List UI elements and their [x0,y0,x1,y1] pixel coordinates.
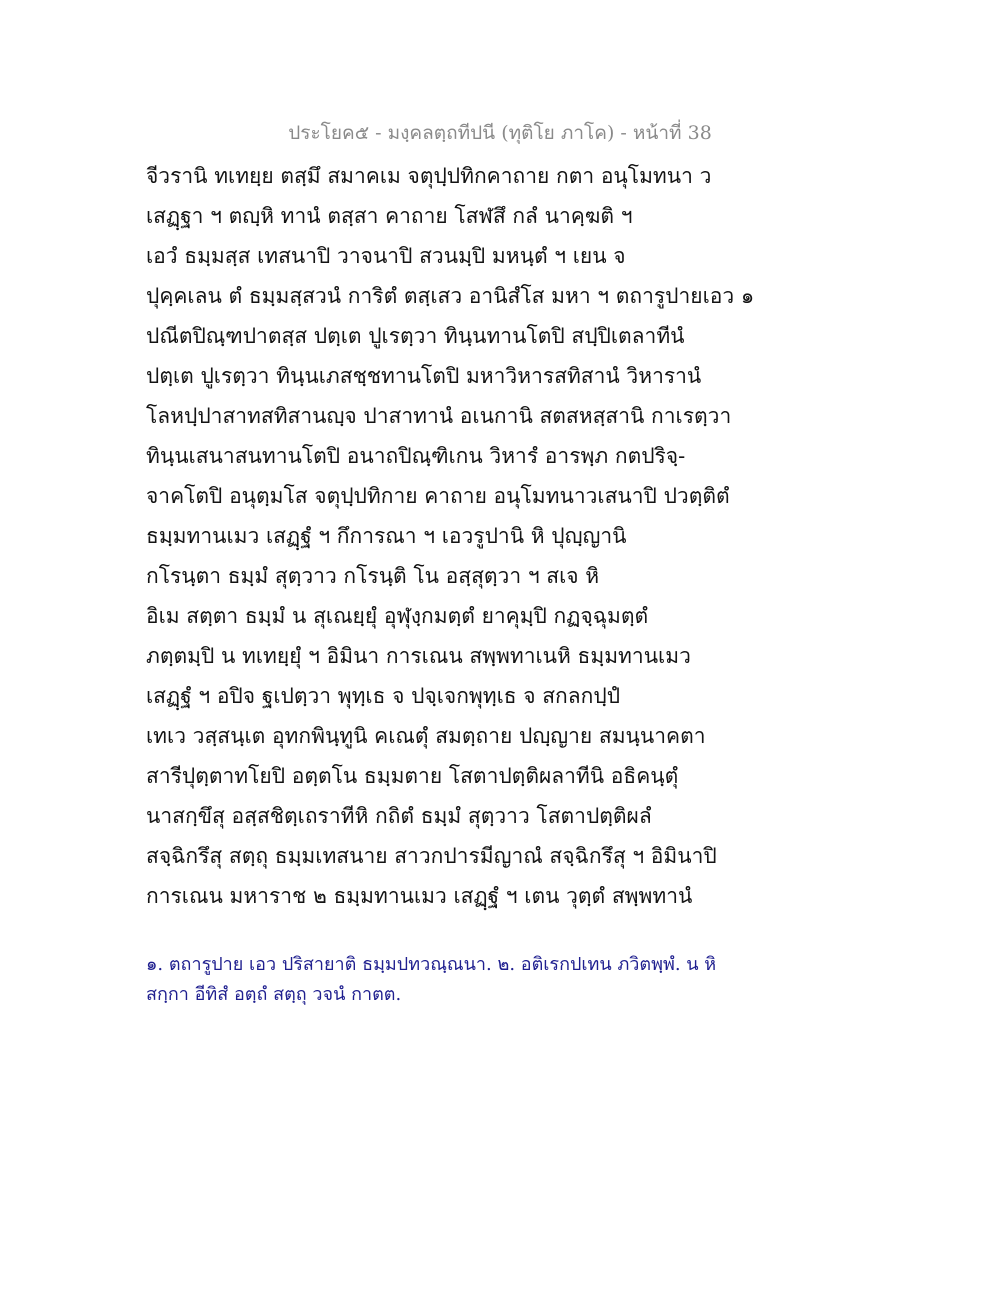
text-line: เสฏฺฐา ฯ ตญฺหิ ทานํ ตสฺสา คาถาย โสฬสึ กลํ นาคฺฆติ ฯ [146,204,633,228]
text-line: โลหปฺปาสาทสทิสานญฺจ ปาสาทานํ อเนกานิ สตสหสฺสานิ กาเรตฺวา [146,404,732,428]
footnote-line: สกฺกา อีทิสํ อตฺถํ สตฺถุ วจนํ กาตต. [146,984,402,1005]
running-header: ประโยค๕ - มงฺคลตฺถทีปนี (ทุติโย ภาโค) - หน้าที่ 38 [288,122,712,144]
text-line: ปุคฺคเลน ตํ ธมฺมสฺสวนํ การิตํ ตสฺเสว อานิสํโส มหา ฯ ตถารูปายเอว ๑ [146,284,755,308]
text-line: สจฺฉิกรึสุ สตฺถุ ธมฺมเทสนาย สาวกปารมีญาณํ สจฺฉิกรึสุ ฯ อิมินาปิ [146,844,717,868]
text-line: เอวํ ธมฺมสฺส เทสนาปิ วาจนาปิ สวนมฺปิ มหนฺตํ ฯ เยน จ [146,244,626,268]
text-line: ทินฺนเสนาสนทานโตปิ อนาถปิณฺฑิเกน วิหารํ อารพฺภ กตปริจฺ- [146,444,686,468]
footnotes [146,950,766,1010]
text-line: อิเม สตฺตา ธมฺมํ น สุเณยฺยุํ อุฬุงฺกมตฺตํ ยาคุมฺปิ กฏจฺฉุมตฺตํ [146,604,649,628]
text-line: จีวรานิ ทเทยฺย ตสฺมึ สมาคเม จตุปฺปทิกคาถาย กตา อนุโมทนา ว [146,164,712,188]
text-line: เทเว วสฺสนฺเต อุทกพินฺทูนิ คเณตุํ สมตฺถาย ปญฺญาย สมนฺนาคตา [146,724,706,748]
footnote-line: ๑. ตถารูปาย เอว ปริสายาติ ธมฺมปทวณฺณนา. ๒. อติเรกปเทน ภวิตพฺพํ. น หิ [146,954,717,975]
text-line: สารีปุตฺตาทโยปิ อตฺตโน ธมฺมตาย โสตาปตฺติผลาทีนิ อธิคนฺตุํ [146,764,679,788]
body-text [146,156,766,916]
text-line: ปตฺเต ปูเรตฺวา ทินฺนเภสชฺชทานโตปิ มหาวิหารสทิสานํ วิหารานํ [146,364,702,388]
text-line: การเณน มหาราช ๒ ธมฺมทานเมว เสฏฺฐํ ฯ เตน วุตฺตํ สพฺพทานํ [146,884,693,908]
text-line: นาสกฺขึสุ อสฺสชิตฺเถราทีหิ กถิตํ ธมฺมํ สุตฺวาว โสตาปตฺติผลํ [146,804,652,828]
text-line: ปณีตปิณฺฑปาตสฺส ปตฺเต ปูเรตฺวา ทินฺนทานโตปิ สปฺปิเตลาทีนํ [146,324,685,348]
text-line: กโรนฺตา ธมฺมํ สุตฺวาว กโรนฺติ โน อสฺสุตฺวา ฯ สเจ หิ [146,564,600,588]
text-line: ธมฺมทานเมว เสฏฺฐํ ฯ กึการณา ฯ เอวรูปานิ หิ ปุญฺญานิ [146,524,627,548]
text-line: ภตฺตมฺปิ น ทเทยฺยุํ ฯ อิมินา การเณน สพฺพทาเนหิ ธมฺมทานเมว [146,644,691,668]
text-line: จาคโตปิ อนุตฺมโส จตุปฺปทิกาย คาถาย อนุโมทนาวเสนาปิ ปวตฺติตํ [146,484,730,508]
text-line: เสฏฺฐํ ฯ อปิจ ฐเปตฺวา พุทฺเธ จ ปจฺเจกพุทฺเธ จ สกลกปฺปํ [146,684,621,708]
